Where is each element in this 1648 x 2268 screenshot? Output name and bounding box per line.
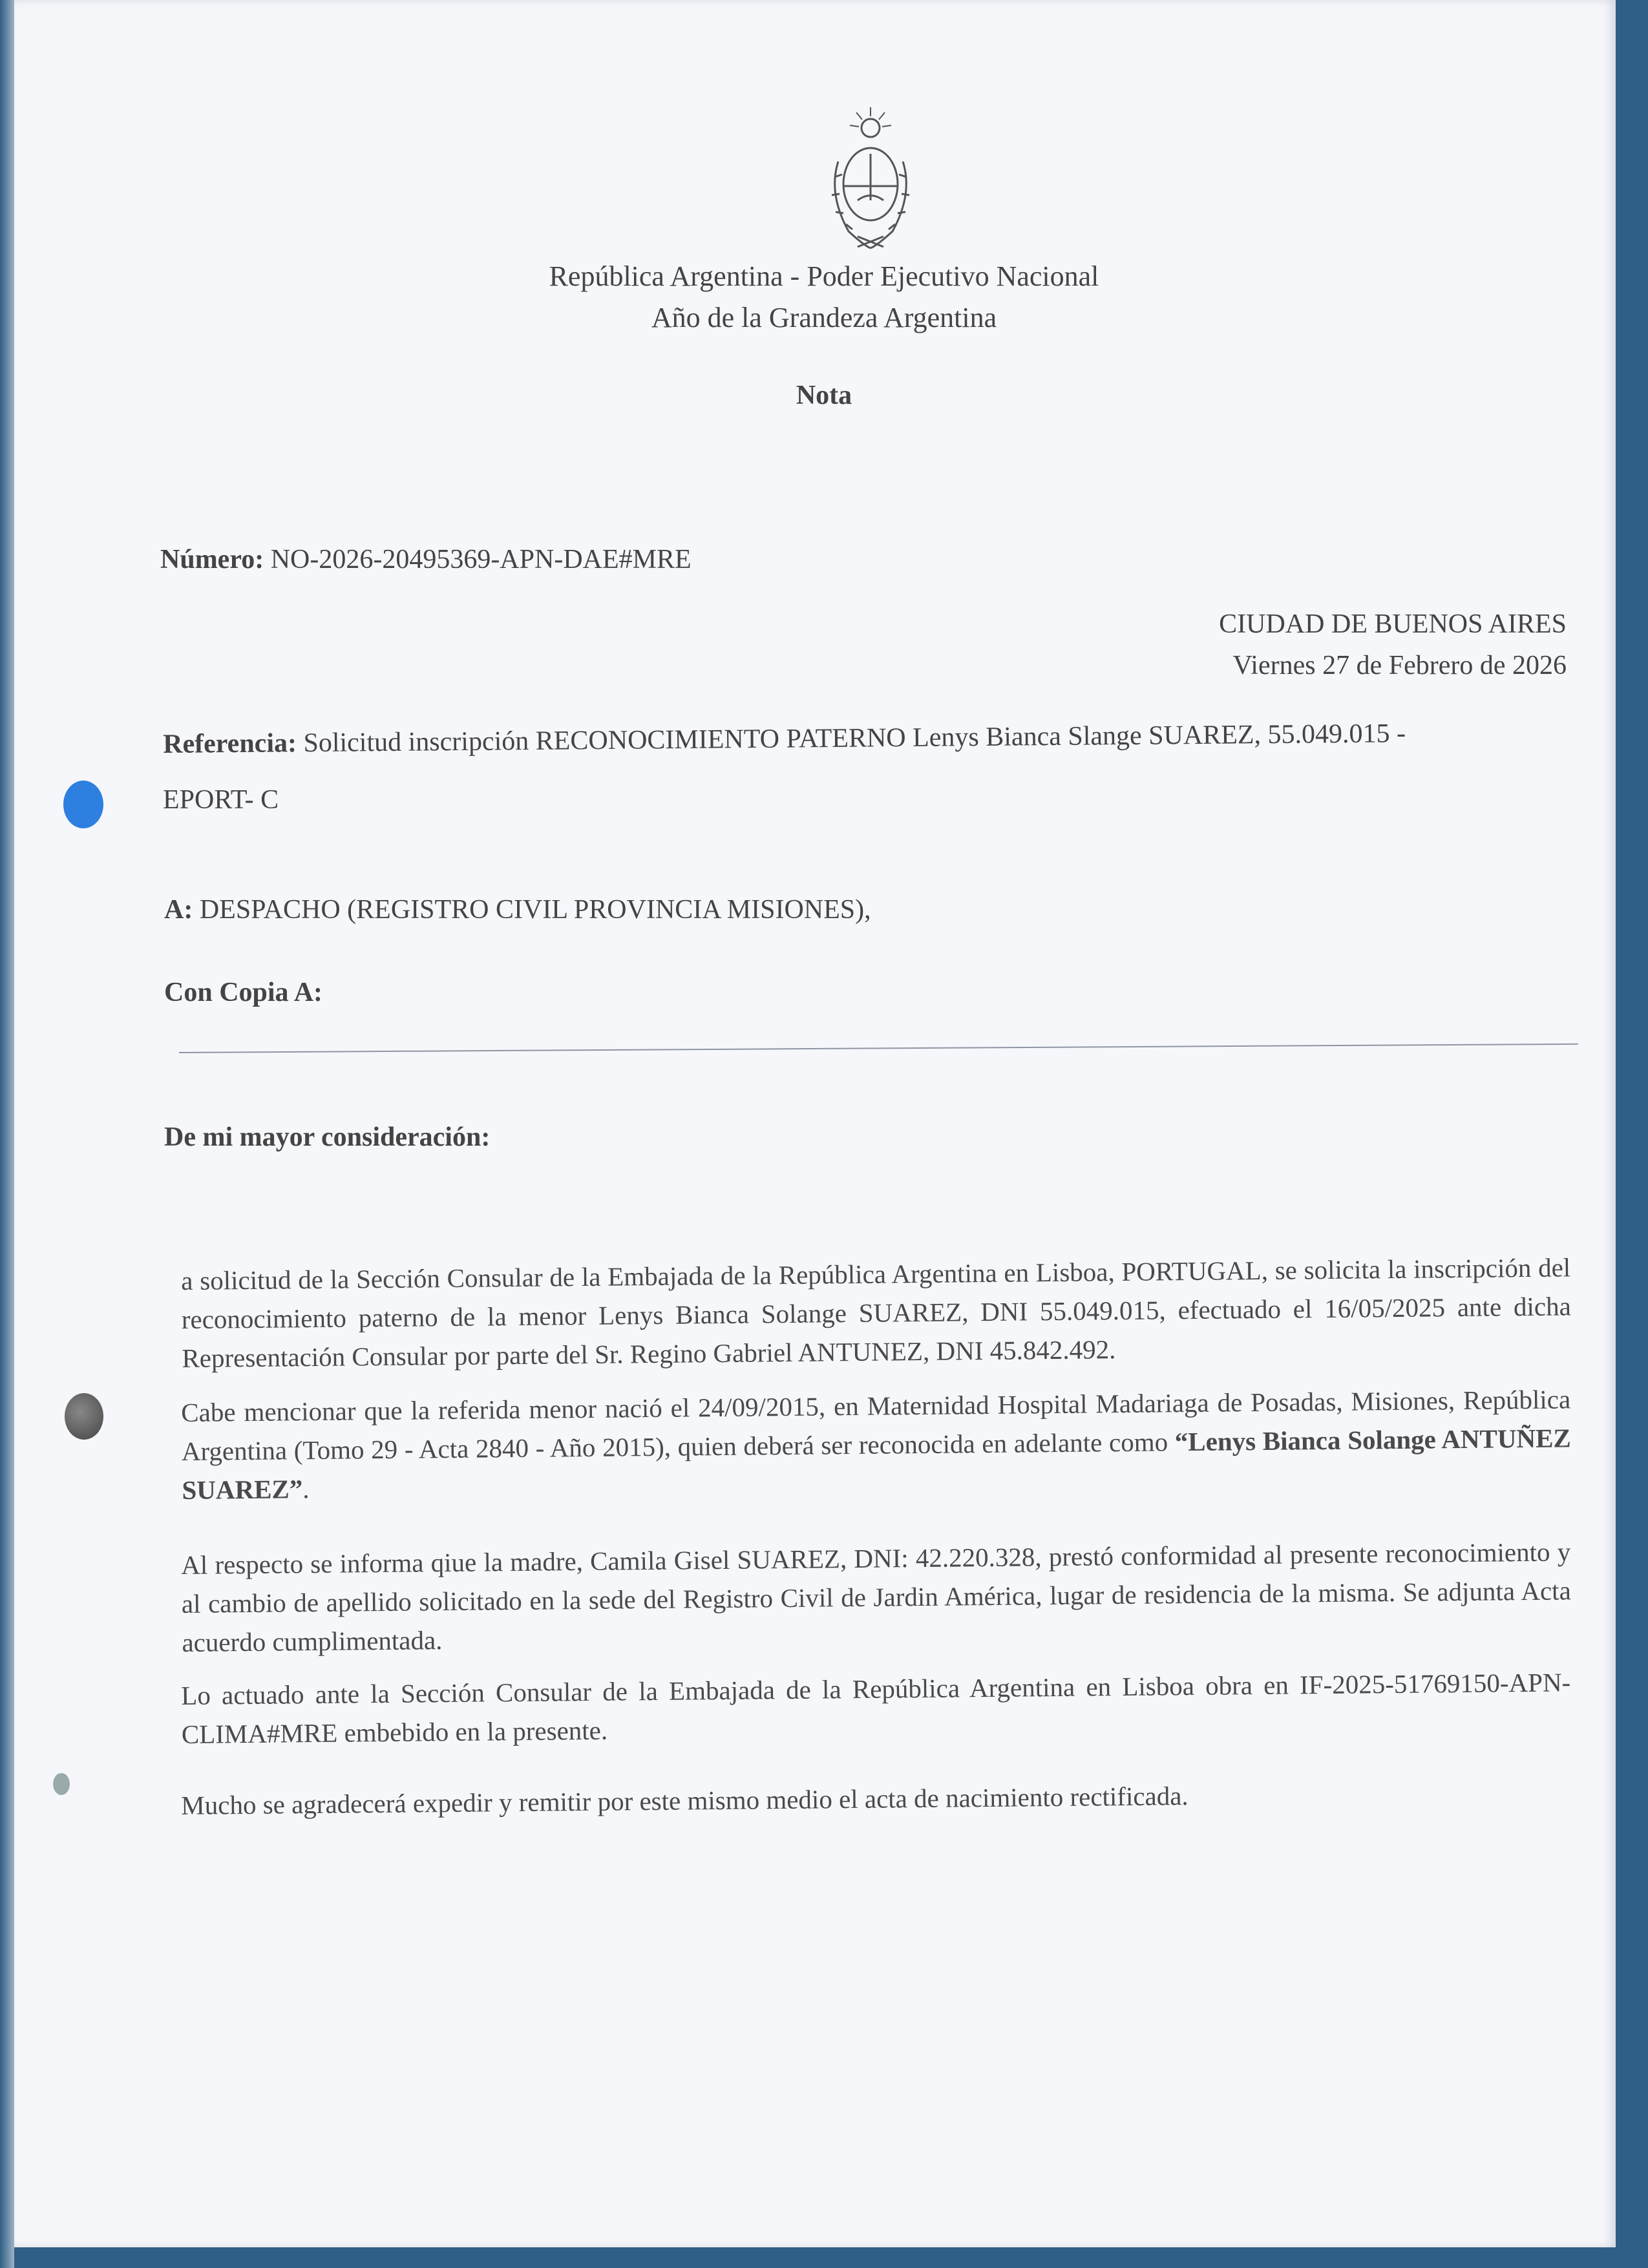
referencia-row <box>163 718 1406 760</box>
coat-of-arms-seal <box>819 103 922 258</box>
punch-hole-dark <box>65 1393 103 1440</box>
scan-border <box>0 0 14 2268</box>
destinatario-row <box>164 894 871 925</box>
numero-label: Número: <box>160 545 264 574</box>
referencia-line1: Solicitud inscripción RECONOCIMIENTO PATERNO Lenys Bianca Slange SUAREZ, 55.049.015 - <box>303 719 1406 759</box>
con-copia-label: Con Copia A: <box>164 978 323 1007</box>
punch-hole-small <box>53 1773 70 1795</box>
paragraph-2-text: Cabe mencionar que la referida menor nació el 24/09/2015, en Maternidad Hospital Madariaga de Posadas, Misiones, República Argentina (Tomo 29 - Acta 2840 - Año 2015), quien deberá ser reconocida en adelante como <box>181 1384 1571 1466</box>
referencia-label: Referencia: <box>163 728 297 759</box>
document-type: Nota <box>796 381 852 410</box>
paragraph-4: Lo actuado ante la Sección Consular de la Embajada de la República Argentina en Lisboa obra en IF-2025-51769150-APN-CLIMA#MRE embebido en la presente. <box>181 1667 1571 1749</box>
paragraph-3: Al respecto se informa qiue la madre, Camila Gisel SUAREZ, DNI: 42.220.328, prestó conformidad al presente reconocimiento y al cambio de apellido solicitado en la sede del Registro Civil de Jardin América, lugar de residencia de la misma. Se adjunta Acta acuerdo cumplimentada. <box>181 1537 1571 1657</box>
referencia-line2: EPORT- C <box>163 785 279 815</box>
date: Viernes 27 de Febrero de 2026 <box>1232 651 1567 680</box>
header-line-2: Año de la Grandeza Argentina <box>651 302 997 333</box>
paragraph-5: Mucho se agradecerá expedir y remitir por este mismo medio el acta de nacimiento rectificada. <box>181 1781 1188 1820</box>
paragraph-2-name: “Lenys Bianca Solange ANTUÑEZ SUAREZ” <box>182 1423 1571 1505</box>
paragraph-2 <box>181 1380 1572 1509</box>
numero-value: NO-2026-20495369-APN-DAE#MRE <box>270 545 692 574</box>
destinatario-value: DESPACHO (REGISTRO CIVIL PROVINCIA MISIONES), <box>199 895 871 925</box>
paragraph-2-end: . <box>302 1474 310 1504</box>
destinatario-label: A: <box>164 895 193 925</box>
salutation: De mi mayor consideración: <box>164 1122 491 1152</box>
document-page <box>14 0 1616 2247</box>
separator-line <box>179 1044 1578 1053</box>
paragraph-1: a solicitud de la Sección Consular de la Embajada de la República Argentina en Lisboa, PORTUGAL, se solicita la inscripción del reconocimiento paterno de la menor Lenys Bianca Solange SUAREZ, DNI 55.049.015, efectuado el 16/05/2025 ante dicha Representación Consular por parte del Sr. Regino Gabriel ANTUNEZ, DNI 45.842.492. <box>181 1252 1571 1373</box>
header-line-1: República Argentina - Poder Ejecutivo Nacional <box>549 260 1099 292</box>
numero-row <box>160 544 692 575</box>
punch-hole-blue <box>63 781 103 828</box>
place: CIUDAD DE BUENOS AIRES <box>1219 609 1567 639</box>
